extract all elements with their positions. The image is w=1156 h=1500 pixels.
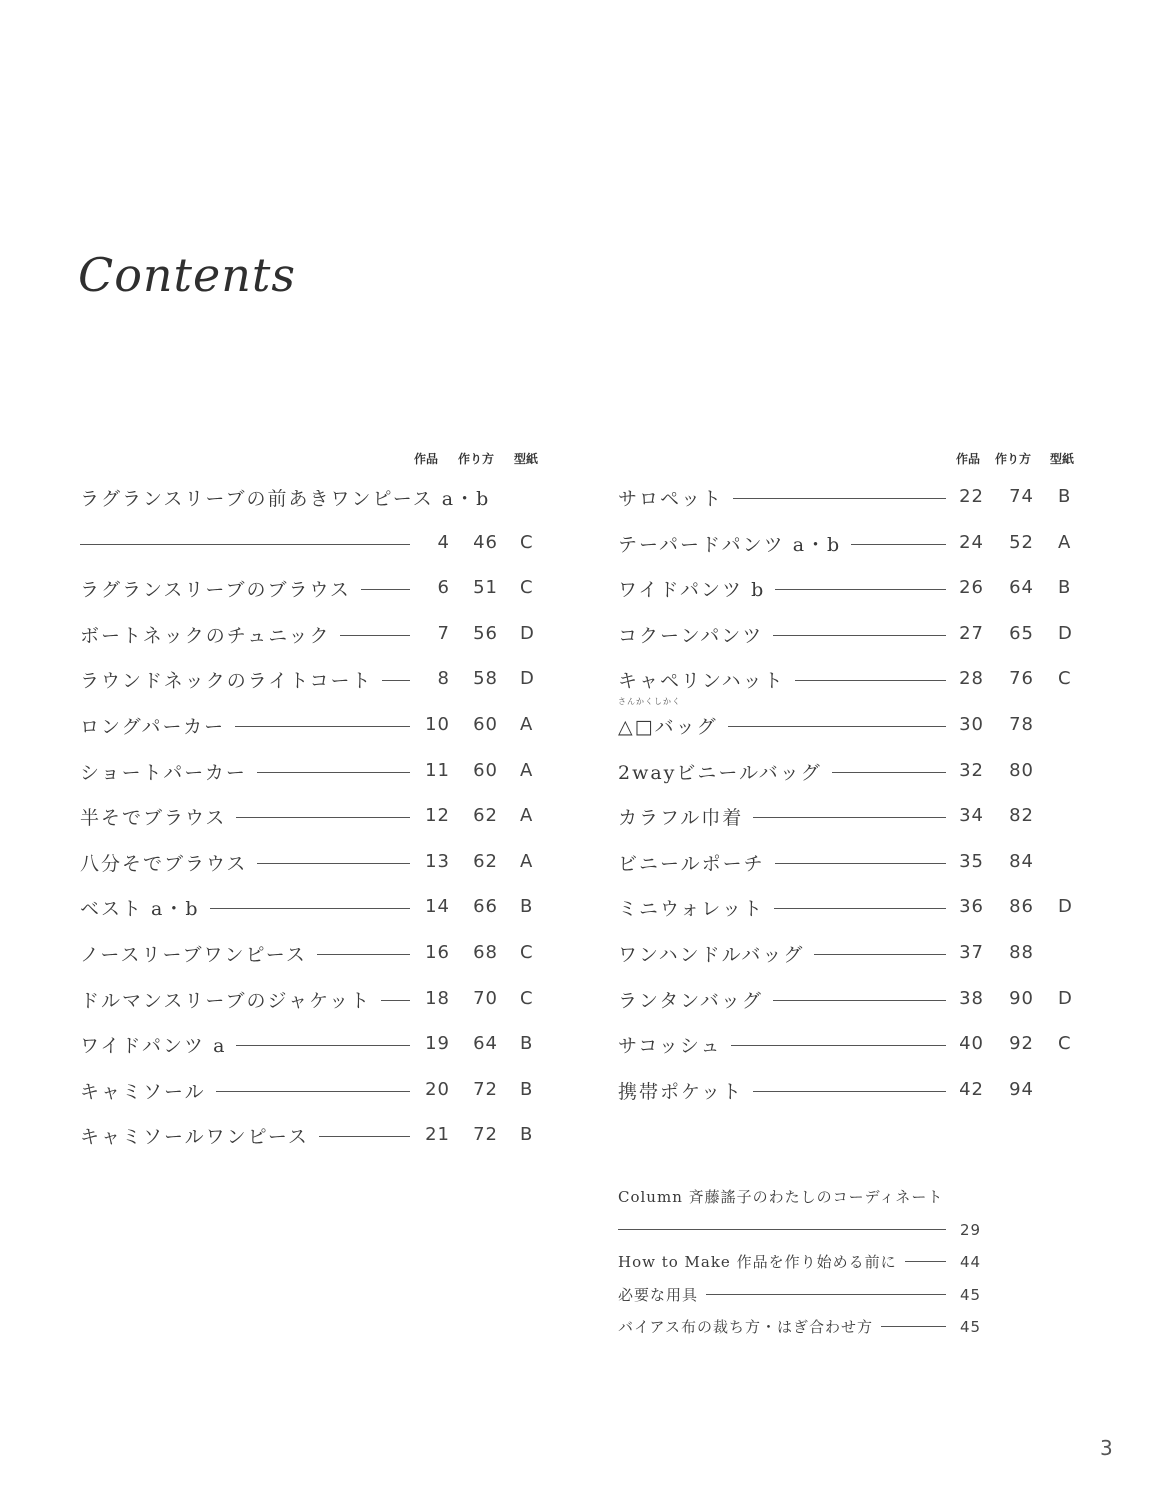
method-page: 78 [1009,713,1034,735]
toc-entry [80,476,545,522]
toc-entry [80,841,545,887]
header-work: 作品 [956,452,981,466]
pattern-code: B [520,896,534,918]
column-headers [80,448,545,476]
page-number: 3 [1100,1436,1113,1460]
pattern-code: C [520,577,534,599]
entry-title: キャミソール [80,1077,216,1104]
method-page: 62 [473,805,498,827]
work-page: 34 [959,805,984,827]
work-page: 40 [959,1033,984,1055]
work-page: 14 [425,896,450,918]
work-page: 11 [425,759,450,781]
entry-title: キャペリンハット [618,666,795,693]
toc-entry [618,841,1080,887]
entry-title: ボートネックのチュニック [80,621,340,648]
toc-entry [618,750,1080,796]
pattern-code: C [1058,1033,1072,1055]
work-page: 10 [425,713,450,735]
extra-entry [618,1180,988,1213]
pattern-code: D [520,622,535,644]
work-page: 35 [959,850,984,872]
pattern-code: C [520,941,534,963]
method-page: 72 [473,1124,498,1146]
toc-entry [80,1069,545,1115]
work-page: 30 [959,713,984,735]
pattern-code: A [1058,531,1072,553]
page-ref: 44 [960,1253,982,1271]
entry-title: ロングパーカー [80,712,235,739]
method-page: 94 [1009,1078,1034,1100]
entry-title: 八分そでブラウス [80,849,257,876]
method-page: 52 [1009,531,1034,553]
contents-right-column [618,448,1080,1114]
pattern-code: B [520,1033,534,1055]
method-page: 90 [1009,987,1034,1009]
method-page: 56 [473,622,498,644]
pattern-code: B [1058,486,1072,507]
method-page: 70 [473,987,498,1009]
toc-entry [80,704,545,750]
entry-title: テーパードパンツ a・b [618,530,851,557]
work-page: 16 [425,941,450,963]
work-page: 20 [425,1078,450,1100]
entry-title: ミニウォレット [618,894,774,921]
method-page: 80 [1009,759,1034,781]
method-page: 74 [1009,486,1034,507]
toc-entry [618,795,1080,841]
method-page: 76 [1009,668,1034,690]
toc-entry [80,522,545,568]
entry-title: ラグランスリーブの前あきワンピース a・b [80,484,500,511]
toc-entry [80,567,545,613]
method-page: 68 [473,941,498,963]
toc-entry [80,978,545,1024]
toc-entry [618,1023,1080,1069]
entry-title: サロペット [618,484,733,511]
leader-line [80,544,410,545]
entry-title: 必要な用具 [618,1284,706,1305]
toc-entry [80,1023,545,1069]
method-page: 62 [473,850,498,872]
work-page: 7 [437,622,450,644]
method-page: 88 [1009,941,1034,963]
entry-title: ラグランスリーブのブラウス [80,575,361,602]
method-page: 92 [1009,1033,1034,1055]
entry-title: ワンハンドルバッグ [618,940,814,967]
method-page: 86 [1009,896,1034,918]
work-page: 4 [437,531,450,553]
header-pattern: 型紙 [514,452,539,466]
pattern-code: C [1058,668,1072,690]
work-page: 42 [959,1078,984,1100]
work-page: 8 [437,668,450,690]
leader-line [618,1229,946,1230]
pattern-code: B [520,1078,534,1100]
entry-title: ドルマンスリーブのジャケット [80,986,381,1013]
work-page: 36 [959,896,984,918]
method-page: 60 [473,713,498,735]
pattern-code: C [520,531,534,553]
entry-title: Column 斉藤謠子のわたしのコーディネート [618,1186,951,1207]
work-page: 21 [425,1124,450,1146]
extra-entry [618,1245,988,1278]
method-page: 66 [473,896,498,918]
work-page: 18 [425,987,450,1009]
pattern-code: D [1058,896,1073,918]
toc-entry [618,932,1080,978]
entry-title: ラウンドネックのライトコート [80,666,382,693]
work-page: 22 [959,486,984,507]
work-page: 27 [959,622,984,644]
work-page: 32 [959,759,984,781]
pattern-code: D [1058,987,1073,1009]
toc-entry [618,613,1080,659]
header-method: 作り方 [995,452,1032,466]
toc-entry [618,658,1080,704]
toc-entry [80,795,545,841]
method-page: 58 [473,668,498,690]
entry-title: ベスト a・b [80,894,210,921]
entry-title: ビニールポーチ [618,849,775,876]
extra-entry [618,1310,988,1343]
pattern-code: A [520,713,534,735]
toc-entry [618,476,1080,522]
work-page: 19 [425,1033,450,1055]
entry-title: ワイドパンツ a [80,1031,236,1058]
pattern-code: A [520,759,534,781]
header-pattern: 型紙 [1050,452,1075,466]
entry-title: サコッシュ [618,1031,731,1058]
page-title: Contents [78,248,296,302]
page-ref: 45 [960,1285,982,1304]
pattern-code: C [520,987,534,1009]
method-page: 51 [473,577,498,599]
work-page: 12 [425,805,450,827]
pattern-code: D [1058,622,1073,644]
entry-title: △□バッグ [618,712,728,739]
work-page: 38 [959,987,984,1009]
method-page: 64 [1009,577,1034,599]
toc-entry [80,658,545,704]
extra-entry [618,1213,988,1246]
entry-title: バイアス布の裁ち方・はぎ合わせ方 [618,1316,881,1337]
pattern-code: D [520,668,535,690]
toc-entry [80,886,545,932]
toc-entry [618,567,1080,613]
toc-entry [80,1114,545,1160]
method-page: 65 [1009,622,1034,644]
ruby-text: さんかくしかく [618,696,681,706]
entry-title: ランタンバッグ [618,986,773,1013]
method-page: 82 [1009,805,1034,827]
work-page: 6 [437,577,450,599]
entry-title: ワイドパンツ b [618,575,775,602]
extras-list [618,1180,988,1343]
toc-entry [80,613,545,659]
contents-left-column [80,448,545,1160]
work-page: 13 [425,850,450,872]
pattern-code: A [520,805,534,827]
entry-title: ノースリーブワンピース [80,940,317,967]
page-ref: 29 [960,1220,982,1239]
column-headers [618,448,1080,476]
pattern-code: A [520,850,534,872]
toc-entry [618,886,1080,932]
entry-title: How to Make 作品を作り始める前に [618,1251,905,1272]
method-page: 60 [473,759,498,781]
pattern-code: B [1058,577,1072,599]
method-page: 64 [473,1033,498,1055]
entry-title: キャミソールワンピース [80,1122,319,1149]
pattern-code: B [520,1124,534,1146]
toc-entry [618,978,1080,1024]
entry-title: 半そでブラウス [80,803,236,830]
entry-title: 2wayビニールバッグ [618,758,832,785]
work-page: 26 [959,577,984,599]
entry-title: ショートパーカー [80,758,257,785]
entry-title: 携帯ポケット [618,1077,753,1104]
header-work: 作品 [414,452,439,466]
work-page: 37 [959,941,984,963]
toc-entry [618,522,1080,568]
toc-entry [80,932,545,978]
toc-entry [80,750,545,796]
work-page: 28 [959,668,984,690]
entry-title: コクーンパンツ [618,621,773,648]
method-page: 84 [1009,850,1034,872]
toc-entry [618,696,1080,750]
toc-entry [618,1069,1080,1115]
page-ref: 45 [960,1318,982,1336]
method-page: 72 [473,1078,498,1100]
method-page: 46 [473,531,498,553]
extra-entry [618,1278,988,1311]
entry-title: カラフル巾着 [618,803,753,830]
header-method: 作り方 [458,452,495,466]
work-page: 24 [959,531,984,553]
